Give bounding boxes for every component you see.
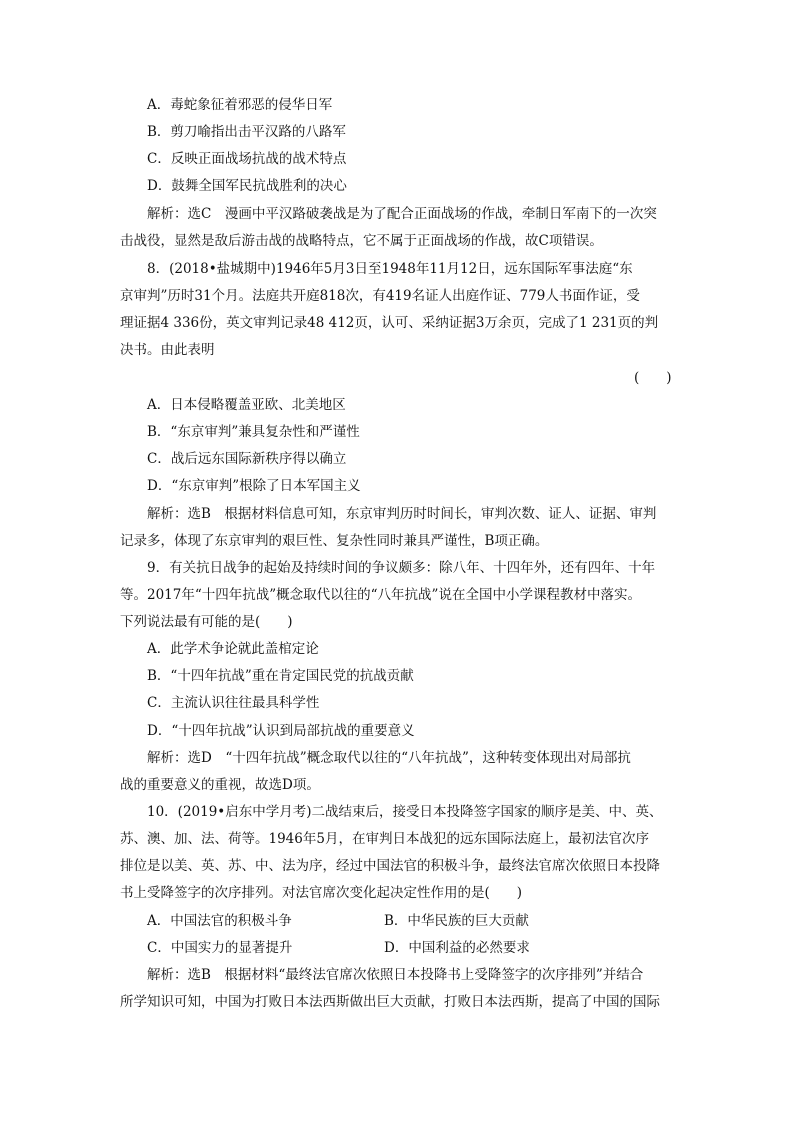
q10-option-a: A．中国法官的积极斗争 [147, 913, 292, 929]
q10-stem-line-2: 苏、澳、加、法、荷等。1946年5月，在审判日本战犯的远东国际法庭上，最初法官次序 [120, 831, 649, 847]
q8-stem-line-1: 8．(2018•盐城期中)1946年5月3日至1948年11月12日，远东国际军事法庭“东 [147, 261, 633, 277]
q10-stem-line-3: 排位是以美、英、苏、中、法为序，经过中国法官的积极斗争，最终法官席次依照日本投降 [120, 858, 660, 874]
q8-stem-line-2: 京审判”历时31个月。法庭共开庭818次，有419名证人出庭作证、779人书面作证，受 [120, 288, 640, 304]
q8-stem-line-3: 理证据4 336份，英文审判记录48 412页，认可、采纳证据3万余页，完成了1 231页的判 [120, 315, 659, 331]
q10-option-d: D．中国利益的必然要求 [384, 940, 530, 956]
q8-stem-line-4: 决书。由此表明 [120, 342, 215, 358]
q7-option-a: A．毒蛇象征着邪恶的侵华日军 [147, 97, 333, 113]
q7-option-b: B．剪刀喻指出击平汉路的八路军 [147, 124, 346, 140]
q9-option-c: C．主流认识往往最具科学性 [147, 695, 320, 711]
q9-option-d: D．“十四年抗战”认识到局部抗战的重要意义 [147, 723, 415, 739]
q8-option-c: C．战后远东国际新秩序得以确立 [147, 451, 347, 467]
q10-analysis-line-1: 解析：选B 根据材料“最终法官席次依照日本投降书上受降签字的次序排列”并结合 [147, 967, 644, 983]
q9-stem-line-1: 9．有关抗日战争的起始及持续时间的争议颇多：除八年、十四年外，还有四年、十年 [147, 560, 656, 576]
q9-stem-line-2: 等。2017年“十四年抗战”概念取代以往的“八年抗战”说在全国中小学课程教材中落实。 [120, 587, 641, 603]
q8-analysis-line-2: 记录多，体现了东京审判的艰巨性、复杂性同时兼具严谨性，B项正确。 [120, 533, 549, 549]
q8-answer-bracket: ( ) [634, 370, 672, 386]
q9-option-a: A．此学术争论就此盖棺定论 [147, 641, 319, 657]
q8-option-d: D．“东京审判”根除了日本军国主义 [147, 478, 361, 494]
q8-option-a: A．日本侵略覆盖亚欧、北美地区 [147, 397, 346, 413]
q10-analysis-line-2: 所学知识可知，中国为打败日本法西斯做出巨大贡献，打败日本法西斯，提高了中国的国际 [120, 994, 660, 1010]
q8-analysis-line-1: 解析：选B 根据材料信息可知，东京审判历时时间长，审判次数、证人、证据、审判 [147, 506, 657, 522]
q9-option-b: B．“十四年抗战”重在肯定国民党的抗战贡献 [147, 668, 414, 684]
q7-option-c: C．反映正面战场抗战的战术特点 [147, 151, 347, 167]
q10-option-b: B．中华民族的巨大贡献 [384, 913, 529, 929]
q8-option-b: B．“东京审判”兼具复杂性和严谨性 [147, 424, 360, 440]
q9-stem-line-3: 下列说法最有可能的是( ) [120, 614, 293, 630]
q9-analysis-line-1: 解析：选D “十四年抗战”概念取代以往的“八年抗战”，这种转变体现出对局部抗 [147, 750, 631, 766]
q10-stem-line-1: 10．(2019•启东中学月考)二战结束后，接受日本投降签字国家的顺序是美、中、英、 [147, 804, 663, 820]
q7-option-d: D．鼓舞全国军民抗战胜利的决心 [147, 178, 347, 194]
q7-analysis-line-2: 击战役，显然是敌后游击战的战略特点，它不属于正面战场的作战，故C项错误。 [120, 233, 603, 249]
q9-analysis-line-2: 战的重要意义的重视，故选D项。 [120, 777, 320, 793]
q7-analysis-line-1: 解析：选C 漫画中平汉路破袭战是为了配合正面战场的作战，牵制日军南下的一次突 [147, 206, 657, 222]
q10-stem-line-4: 书上受降签字的次序排列。对法官席次变化起决定性作用的是( ) [120, 885, 523, 901]
q10-option-c: C．中国实力的显著提升 [147, 940, 293, 956]
